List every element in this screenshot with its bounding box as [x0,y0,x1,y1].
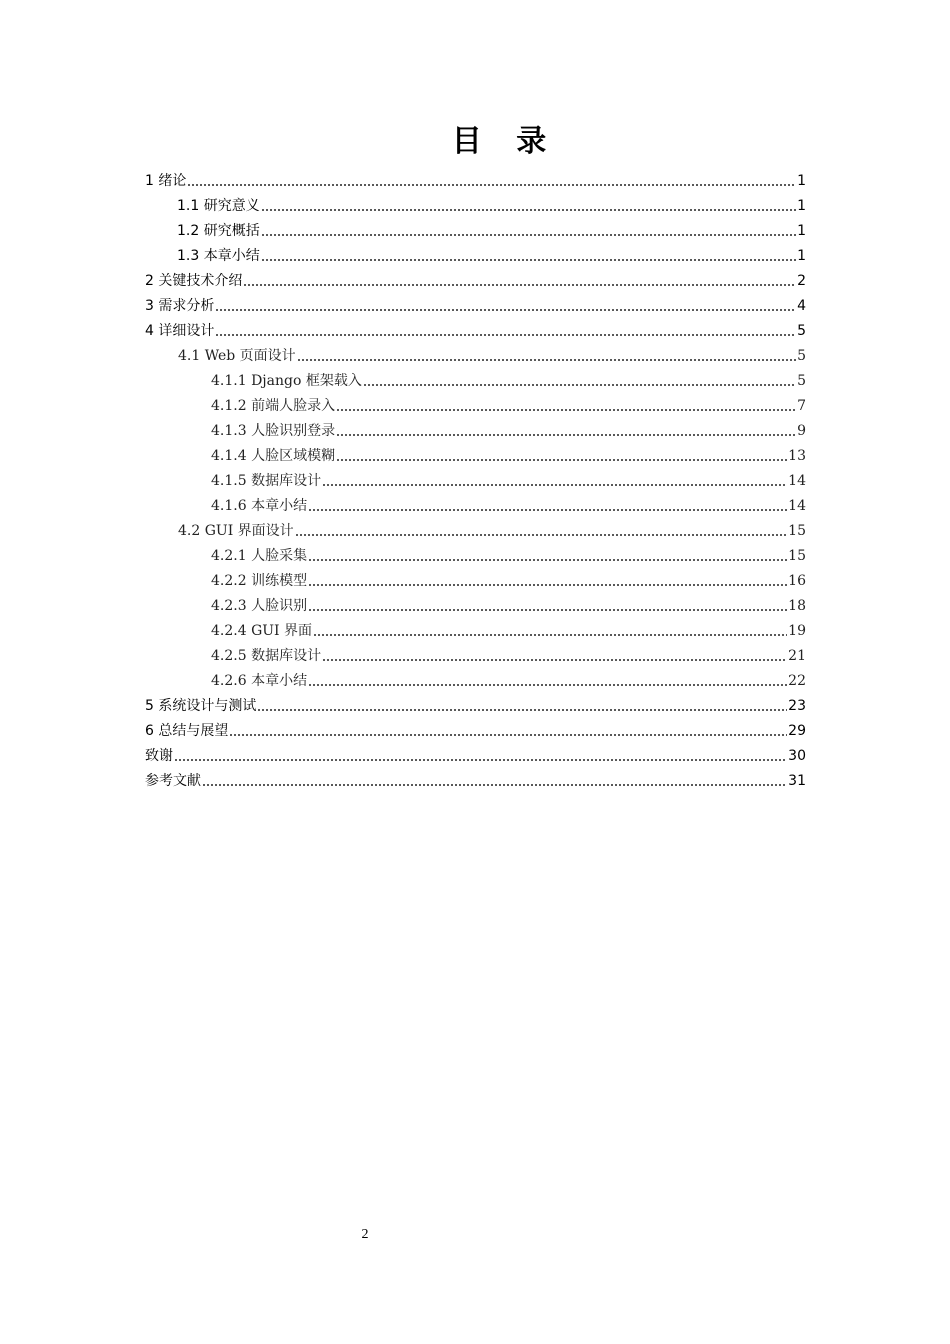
toc-entry[interactable] [211,641,806,665]
leader-dots [322,646,787,664]
toc-entry-page: 19 [788,623,806,639]
toc-entry-page: 9 [797,423,806,439]
toc-entry[interactable] [178,516,806,540]
leader-dots [202,771,787,789]
toc-entry-label: 4.2 GUI 界面设计 [178,523,294,539]
leader-dots [295,521,787,539]
toc-entry[interactable] [145,716,806,740]
toc-entry[interactable] [211,666,806,690]
toc-entry-label: 3 需求分析 [145,298,215,314]
page-title: 目 录 [451,124,559,159]
toc-entry-label: 4.1 Web 页面设计 [178,348,296,364]
toc-entry-label: 2 关键技术介绍 [145,273,243,289]
toc-entry-label: 4.2.4 GUI 界面 [211,623,313,639]
leader-dots [336,446,787,464]
toc-entry-label: 4.2.1 人脸采集 [211,548,308,564]
toc-entry-page: 5 [797,373,806,389]
toc-entry-page: 5 [797,348,806,364]
toc-entry[interactable] [145,741,806,765]
leader-dots [308,596,787,614]
page-number: 2 [361,1227,369,1242]
toc-entry-page: 14 [788,473,806,489]
toc-entry-page: 7 [797,398,806,414]
toc-entry-page: 1 [797,198,806,214]
toc-entry-page: 5 [797,323,806,339]
leader-dots [187,171,796,189]
toc-entry-label: 4.1.6 本章小结 [211,498,308,514]
toc-entry-label: 1.3 本章小结 [177,248,260,264]
leader-dots [257,696,787,714]
toc-entry-page: 1 [797,248,806,264]
toc-entry-label: 6 总结与展望 [145,723,229,739]
toc-entry-page: 30 [788,748,806,764]
toc-entry-page: 15 [788,523,806,539]
toc-entry[interactable] [211,466,806,490]
toc-entry-label: 4.1.1 Django 框架载入 [211,373,362,389]
toc-entry-page: 15 [788,548,806,564]
leader-dots [363,371,796,389]
toc-entry-label: 5 系统设计与测试 [145,698,257,714]
toc-entry[interactable] [177,241,806,265]
toc-entry[interactable] [177,216,806,240]
toc-entry-page: 4 [797,298,806,314]
leader-dots [243,271,796,289]
toc-entry-label: 1.1 研究意义 [177,198,260,214]
toc-entry-page: 23 [788,698,806,714]
toc-entry-label: 4.1.5 数据库设计 [211,473,322,489]
toc-entry-page: 16 [788,573,806,589]
toc-entry-page: 29 [788,723,806,739]
toc-entry-page: 18 [788,598,806,614]
toc-entry[interactable] [211,441,806,465]
toc-entry-page: 13 [788,448,806,464]
leader-dots [261,221,796,239]
toc-entry-page: 14 [788,498,806,514]
toc-entry-page: 2 [797,273,806,289]
toc-entry-label: 致谢 [145,748,173,764]
leader-dots [215,296,796,314]
leader-dots [261,196,796,214]
leader-dots [174,746,787,764]
leader-dots [229,721,787,739]
toc-entry-label: 4.2.2 训练模型 [211,573,308,589]
toc-entry-label: 4.1.3 人脸识别登录 [211,423,336,439]
leader-dots [215,321,796,339]
leader-dots [308,671,787,689]
toc-entry[interactable] [145,691,806,715]
toc-entry[interactable] [145,166,806,190]
leader-dots [322,471,787,489]
toc-entry-label: 4.1.2 前端人脸录入 [211,398,336,414]
leader-dots [297,346,796,364]
toc-entry-page: 22 [788,673,806,689]
leader-dots [336,421,796,439]
toc-entry-label: 4 详细设计 [145,323,215,339]
toc-entry[interactable] [211,541,806,565]
toc-entry-label: 4.2.6 本章小结 [211,673,308,689]
toc-entry[interactable] [211,566,806,590]
toc-entry[interactable] [145,766,806,790]
leader-dots [261,246,796,264]
toc-entry-page: 31 [788,773,806,789]
toc-entry-label: 4.1.4 人脸区域模糊 [211,448,336,464]
toc-entry-page: 1 [797,223,806,239]
toc-entry[interactable] [211,616,806,640]
toc-entry-label: 参考文献 [145,773,201,789]
toc-entry-label: 4.2.3 人脸识别 [211,598,308,614]
toc-entry[interactable] [211,366,806,390]
leader-dots [308,571,787,589]
toc-entry-label: 1 绪论 [145,173,187,189]
toc-entry-label: 4.2.5 数据库设计 [211,648,322,664]
toc-entry-label: 1.2 研究概括 [177,223,260,239]
toc-entry[interactable] [178,341,806,365]
toc-entry[interactable] [211,416,806,440]
toc-entry-page: 1 [797,173,806,189]
leader-dots [308,496,787,514]
toc-entry-page: 21 [788,648,806,664]
leader-dots [308,546,787,564]
toc-entry[interactable] [145,316,806,340]
toc-entry[interactable] [145,266,806,290]
toc-entry[interactable] [211,391,806,415]
leader-dots [336,396,796,414]
toc-entry[interactable] [177,191,806,215]
toc-entry[interactable] [145,291,806,315]
toc-entry[interactable] [211,591,806,615]
leader-dots [313,621,787,639]
toc-entry[interactable] [211,491,806,515]
